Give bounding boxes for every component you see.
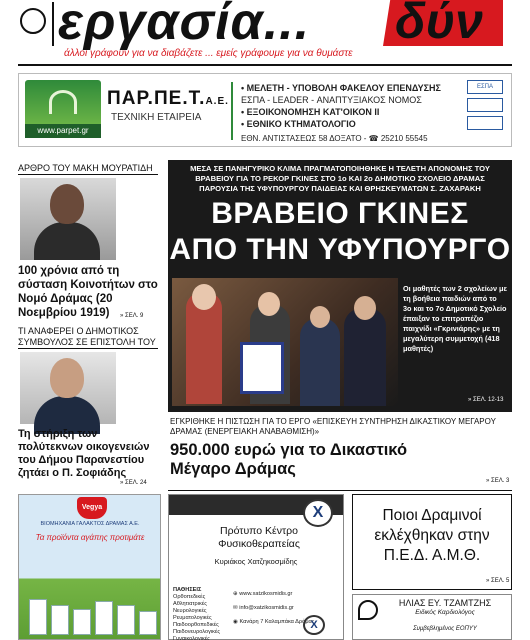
service-item: • ΕΘΝΙΚΟ ΚΤΗΜΑΤΟΛΟΓΙΟ <box>241 119 356 129</box>
main-story-caption: Οι μαθητές των 2 σχολείων με τη βοήθεια παιδιών από το 3ο και το 7ο Δημοτικό Σχολείο έπαιξαν το επιτραπέζιο παιχνίδι «Γκρινιάρης» με τη μεγαλύτερη συμμετοχή (418 μαθητές) <box>403 284 507 353</box>
main-story-photo[interactable] <box>172 278 398 406</box>
milk-carton-icon <box>29 599 47 635</box>
milk-carton-icon <box>73 609 91 635</box>
newspaper-title: εργασία... <box>58 0 311 51</box>
service-item: • ΜΕΛΕΤΗ - ΥΠΟΒΟΛΗ ΦΑΚΕΛΟΥ ΕΠΕΝΔΥΣΗΣ <box>241 83 441 93</box>
physio-logo-small: X <box>303 615 325 635</box>
website-text: www.xatzikosmidis.gr <box>239 591 293 597</box>
list-item: ΠΑΘΗΣΕΙΣ <box>173 587 202 593</box>
physio-conditions-list <box>173 587 229 640</box>
company-name <box>107 88 229 110</box>
seal-icon <box>20 8 46 34</box>
dairy-ad[interactable] <box>18 494 161 640</box>
court-story-rule <box>168 490 512 491</box>
list-item: Γυναικολογικές <box>173 636 210 640</box>
service-item: • ΕΞΟΙΚΟΝΟΜΗΣΗ ΚΑΤ'ΟΙΚΟΝ ΙΙ <box>241 107 380 117</box>
heart-icon <box>358 600 378 620</box>
parpet-logo <box>25 80 101 138</box>
ped-story-page-ref: » ΣΕΛ. 5 <box>486 578 510 584</box>
story2-page-ref: » ΣΕΛ. 24 <box>120 480 147 486</box>
court-story-page-ref: » ΣΕΛ. 3 <box>486 478 510 484</box>
list-item: Παιδοορθοπεδικές <box>173 622 219 628</box>
list-item: Νευρολογικές <box>173 608 207 614</box>
dairy-logo-text: Vegya <box>81 504 103 511</box>
person-figure <box>300 318 340 406</box>
program-badge-icon <box>467 116 503 130</box>
cardiologist-name: ΗΛΙΑΣ ΕΥ. ΤΖΑΜΤΖΗΣ <box>398 598 492 608</box>
company-address: ΕΘΝ. ΑΝΤΙΣΤΑΣΕΩΣ 58 ΔΟΞΑΤΟ - ☎ 25210 55545 <box>241 134 428 143</box>
physio-name: Κυριάκος Χατζηκοσμίδης <box>214 557 298 566</box>
location-pin-icon: ◉ <box>233 619 240 625</box>
physiotherapy-ad[interactable] <box>168 494 344 640</box>
list-item: Αθλητιατρικές <box>173 601 207 607</box>
person-head <box>354 296 376 320</box>
story2-photo[interactable] <box>20 352 116 424</box>
person-figure <box>344 308 386 406</box>
person-head <box>310 306 330 328</box>
physio-website[interactable] <box>233 587 343 601</box>
dairy-company-name: ΒΙΟΜΗΧΑΝΙΑ ΓΑΛΑΚΤΟΣ ΔΡΑΜΑΣ Α.Ε. <box>40 521 140 527</box>
masthead <box>0 0 530 68</box>
dairy-logo <box>77 497 107 519</box>
list-item: Παιδονευρολογικές <box>173 629 221 635</box>
cardiologist-specialty: Ειδικός Καρδιολόγος <box>415 609 475 616</box>
milk-carton-icon <box>139 611 157 635</box>
main-title-line2: ΑΠΟ ΤΗΝ ΥΦΥΠΟΥΡΓΟ <box>169 233 511 266</box>
court-story-headline[interactable]: 950.000 ευρώ για το Δικαστικό Μέγαρο Δράμας <box>170 441 408 478</box>
cardiologist-extra: Συμβεβλημένος ΕΟΠΥΥ <box>413 626 477 632</box>
person-head <box>50 184 84 224</box>
milk-carton-icon <box>117 605 135 635</box>
person-head <box>192 284 216 310</box>
company-subtitle: ΤΕΧΝΙΚΗ ΕΤΑΙΡΕΙΑ <box>111 112 202 123</box>
court-story-kicker: ΕΓΚΡΙΘΗΚΕ Η ΠΙΣΤΩΣΗ ΓΙΑ ΤΟ ΕΡΓΟ «ΕΠΙΣΚΕΥΗ ΣΥΝΤΗΡΗΣΗ ΔΙΚΑΣΤΙΚΟΥ ΜΕΓΑΡΟΥ ΔΡΑΜΑΣ (ΕΝΕΡΓΕΙΑΚΗ ΑΝΑΒΑΘΜΙΣΗ)» <box>170 417 496 436</box>
espa-badge: ΕΣΠΑ <box>467 80 503 94</box>
story1-rule <box>18 174 158 175</box>
physio-title: Πρότυπο Κέντρο Φυσικοθεραπείας <box>218 525 300 550</box>
parpet-website: www.parpet.gr <box>25 124 101 138</box>
physio-contacts <box>233 587 343 629</box>
title-accent-text: δύν <box>395 0 483 49</box>
masthead-rule <box>18 64 512 66</box>
email-text: info@xatzikosmidis.gr <box>239 605 294 611</box>
person-head <box>50 358 84 398</box>
story1-headline[interactable]: 100 χρόνια από τη σύσταση Κοινοτήτων στο Νομό Δράμας (20 Νοεμβρίου 1919) <box>18 265 158 319</box>
milk-carton-icon <box>95 601 113 635</box>
story1-label: ΑΡΘΡΟ ΤΟΥ ΜΑΚΗ ΜΟΥΡΑΤΙΔΗ <box>18 163 153 173</box>
person-body <box>34 222 100 260</box>
main-story-title[interactable] <box>168 196 512 268</box>
services-list <box>241 82 441 130</box>
main-story-page-ref: » ΣΕΛ. 12-13 <box>468 397 504 403</box>
ad-divider <box>231 82 233 140</box>
certificate-icon <box>240 342 284 394</box>
eu-badge-icon <box>467 98 503 112</box>
physio-email[interactable] <box>233 601 343 615</box>
story2-headline[interactable]: Τη στήριξη των πολύτεκνων οικογενειών του Δήμου Παρανεστίου ζητάει ο Π. Σοφιάδης <box>18 428 150 479</box>
main-title-line1: ΒΡΑΒΕΙΟ ΓΚΙΝΕΣ <box>211 197 469 230</box>
main-story-kicker: ΜΕΣΑ ΣΕ ΠΑΝΗΓΥΡΙΚΟ ΚΛΙΜΑ ΠΡΑΓΜΑΤΟΠΟΙΗΘΗΚΕ Η ΤΕΛΕΤΗ ΑΠΟΝΟΜΗΣ ΤΟΥ ΒΡΑΒΕΙΟΥ ΓΙΑ ΤΟ ΡΕΚΟΡ ΓΚΙΝΕΣ ΣΤΟ 1ο ΚΑΙ 2ο ΔΗΜΟΤΙΚΟ ΣΧΟΛΕΙΟ ΔΡΑΜΑΣ ΠΑΡΟΥΣΙΑ ΤΗΣ ΥΦΥΠΟΥΡΓΟΥ ΠΑΙΔΕΙΑΣ ΚΑΙ ΘΡΗΣΚΕΥΜΑΤΩΝ Σ. ΖΑΧΑΡΑΚΗ <box>190 164 490 193</box>
physio-address <box>233 615 343 629</box>
arch-icon <box>49 90 77 114</box>
story1-photo[interactable] <box>20 178 116 260</box>
service-item: ΕΣΠΑ - LEADER - ΑΝΑΠΤΥΞΙΑΚΟΣ ΝΟΜΟΣ <box>241 95 422 105</box>
story2-label: ΤΙ ΑΝΑΦΕΡΕΙ Ο ΔΗΜΟΤΙΚΟΣ ΣΥΜΒΟΥΛΟΣ ΣΕ ΕΠΙΣΤΟΛΗ ΤΟΥ <box>18 326 156 347</box>
list-item: Ορθοπεδικές <box>173 594 206 600</box>
company-suffix: Α.Ε. <box>205 96 229 107</box>
address-text: Κανάρη 7 Καλαμπάκα Δράμας <box>239 619 315 625</box>
list-item: Ρευματολογικές <box>173 615 212 621</box>
globe-icon: ⊕ <box>233 591 240 597</box>
story1-page-ref: » ΣΕΛ. 9 <box>120 313 144 319</box>
story2-rule <box>18 348 158 349</box>
funding-badges <box>467 80 507 140</box>
person-head <box>258 292 280 316</box>
mail-icon: ✉ <box>233 605 240 611</box>
milk-carton-icon <box>51 605 69 635</box>
tagline: άλλοι γράφουν για να διαβάζετε ... εμείς γράφουμε για να θυμάστε <box>64 48 353 59</box>
ped-story-headline[interactable]: Ποιοι Δραμινοί εκλέχθηκαν στην Π.Ε.Δ. Α.Μ.Θ. <box>374 507 490 564</box>
company-name-main: ΠΑΡ.ΠΕ.Τ. <box>107 88 206 109</box>
dairy-slogan: Τα προϊόντα αγάπης προτιμάτε <box>35 533 145 542</box>
masthead-emblem <box>18 2 54 46</box>
physio-logo: X <box>303 499 333 527</box>
ad-banner-parpet[interactable] <box>18 73 512 147</box>
